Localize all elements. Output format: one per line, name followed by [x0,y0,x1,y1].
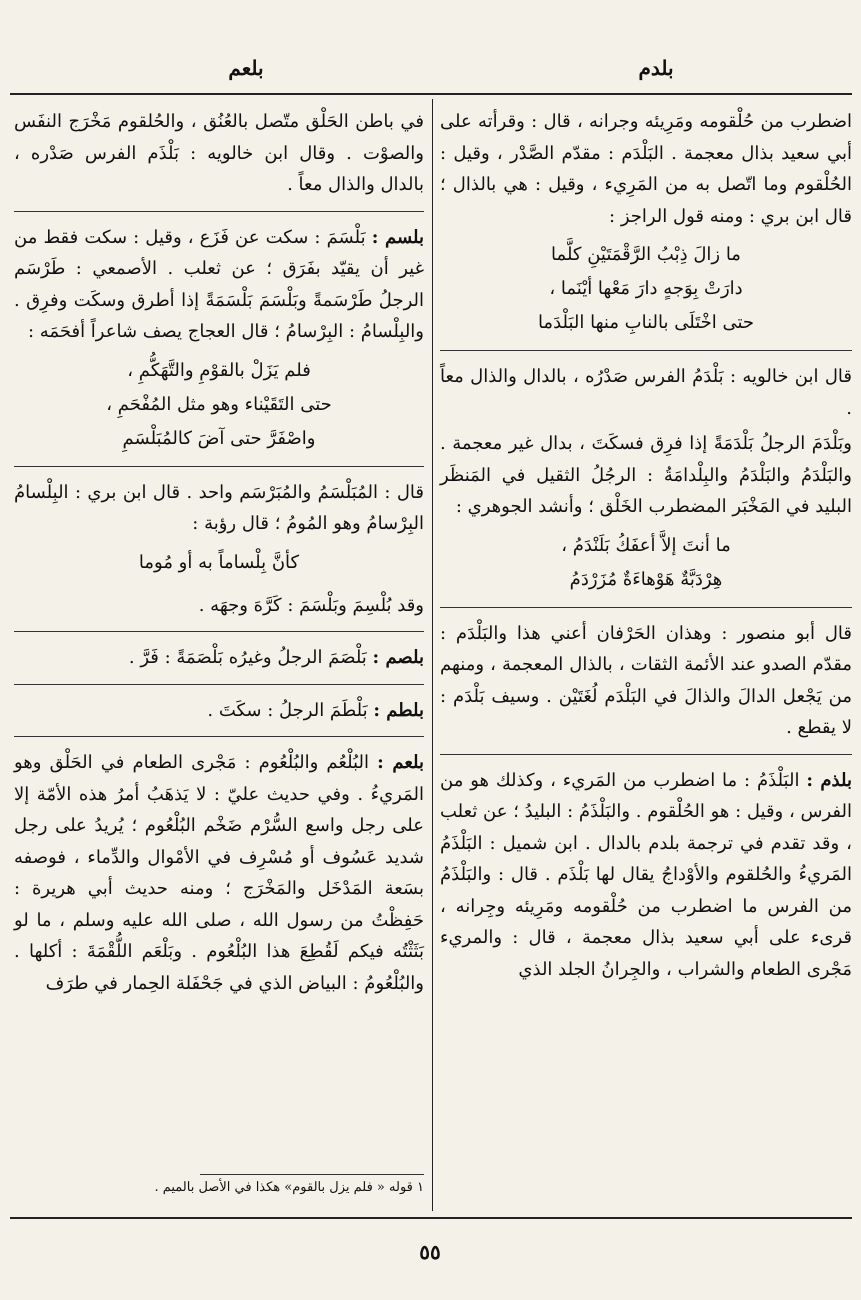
entry-balsam-verb [14,642,424,674]
footnote: ١ قوله « فلم يزل بالقوم» هكذا في الأصل بالميم . [154,1180,424,1195]
separator [14,211,424,212]
verse-line: حتى اخْتَلَى بالنابِ منها البَلْدَما [537,312,755,333]
verse-line: كأنَّ بِلْساماً به أو مُوما [138,551,300,573]
running-head-left: بلعم [228,56,264,80]
entry-text: اضطرب من حُلْقومه ومَرِيئه وجرانه ، قال : وقرأته على أبي سعيد بذال معجمة . البَلْدَم : مقدّم الصَّدْر ، وقيل : الحُلْقوم وما اتّصل به من المَرِيء ، وقيل : هي بالذال ؛ قال ابن بري : ومنه قول الراجز : [440,111,852,227]
verse-line: واصْفَرَّ حتى آضَ كالمُبَلْسَمِ [122,427,316,449]
separator [14,684,424,685]
entry-text: قال : المُبَلْسَمُ والمُبَرْسَم واحد . قال ابن بري : البِلْسامُ البِرْسامُ وهو المُومُ ؛ قال رؤبة : [14,481,424,534]
entry-text: البَلْذَمُ : ما اضطرب من المَريء ، وكذلك هو من الفرس ، وقيل : هو الحُلْقوم . والبَلْذَمُ : البليدُ ؛ عن ثعلب ، وقد تقدم في ترجمة بلدم بالدال . ابن شميل : البَلْذَمُ المَريءُ والحُلقوم والأوْداجُ يقال لها بَلْذَم . قال : والبَلْذَمُ من الفرس ما اضطرب من حُلْقومه ومَرِيئه وجِرانه ، قرىء على أبي سعيد بذال معجمة ، قال : والمريء مَجْرى الطعام والشراب ، والجِرانُ الجلد الذي [440,769,852,980]
verse-block [440,238,852,340]
entry-text: في باطن الحَلْق متّصل بالعُنُق ، والحُلقوم مَخْرَج النفَس والصوْت . وقال ابن خالويه : بَلْذَم الفرس صَدْره ، بالدال والذال معاً . [14,111,424,195]
entry-text: البُلْعُم والبُلْعُوم : مَجْرى الطعام في الحَلْق وهو المَريءُ . وفي حديث عليّ : لا يَذهَبُ أمرُ هذه الأمّة إلا على رجل واسع السُّرْم ضَخْم البُلْعُوم ؛ يُريدُ على رجل شديد عَسُوف أو مُسْرِف في الأمْوال والدِّماء ، فوصفه بسَعة المَدْخَل والمَخْرَج ؛ ومنه حديث أبي هريرة : حَفِظْتُ من رسول الله ، صلى الله عليه وسلم ، ما لو بَثَثْتُه فيكم لَقُطِعَ هذا البُلْعُوم . وبَلْعَم اللُّقْمَةَ : أكلها . والبُلْعُومُ : البياض الذي في جَحْفَلة الحِمار في طرَف [14,752,424,994]
separator [14,631,424,632]
separator [14,466,424,467]
entry-text: وقد بُلْسِمَ وبَلْسَمَ : كَرَّهَ وجهَه . [198,594,424,616]
top-rule [10,93,852,95]
entry-baltam [14,695,424,727]
right-column [440,106,852,989]
verse-block [14,354,424,456]
entry-text: بَلْصَمَ الرجلُ وغيرُه بَلْصَمَةً : فَرَّ . [128,647,367,668]
entry-text: بَلْطَمَ الرجلُ : سكَتَ . [207,699,368,721]
headword: بلسم : [371,226,424,248]
verse-line: دارَتْ بِوَجهٍ دارَ مَعْها أيْنَما ، [549,278,743,299]
entry-text: قال أبو منصور : وهذان الحَرْفان أعني هذا والبَلْدَم : مقدّم الصدو عند الأئمة الثقات ، بالذال المعجمة ، ومنهم من يَجْعل الدالَ والذالَ في البَلْدَم لُغَتَيْن . وسيف بَلْدَم : لا يقطع . [440,622,852,738]
verse-block [14,546,424,580]
headword: بلطم : [373,699,424,721]
page-number: ٥٥ [419,1240,441,1264]
verse-line: ما زالَ ذِبْبُ الرَّقْمَتَيْنِ كلَّما [551,244,741,265]
verse-line: ما أنتَ إلاَّ أعفَكُ بَلَنْدَمُ ، [561,534,731,556]
separator [14,736,424,737]
column-divider [432,99,433,1211]
verse-block [440,529,852,597]
headword: بلذم : [806,769,852,791]
running-head-right: بلدم [638,56,674,80]
entry-text: بَلْسَمَ : سكت عن فَزَع ، وقيل : سكت فقط من غير أن يقيّد بفَرَق ؛ عن ثعلب . الأصمعي : طَرْسَم الرجلُ طَرْسَمةً وبَلْسَمَ بَلْسَمَةً إذا أطرق وسكَت وفرِق . والبِلْسامُ : البِرْسامُ ؛ قال العجاج يصف شاعراً أفحَمَه : [14,226,424,342]
entry-text: وبَلْدَمَ الرجلُ بَلْدَمَةً إذا فرِق فسكَتَ ، بدال غير معجمة . والبَلْدَمُ والبَلْدَمُ والبِلْدامَةُ : الرجُلُ الثقيل في المَنظَر البليد في المَخْبَر المضطرب الخَلْق ؛ وأنشد الجوهري : [440,433,852,517]
verse-line: هِرْدَبَّةٌ هَوْهاءَةٌ مُزَرْدَمُ [569,568,723,590]
verse-line: حتى التَقَيْناء وهو مثل المُفْحَمِ ، [106,393,332,415]
verse-line: فلم يَزَلْ بالقوْمِ والتَّهَكُّمِ ، [127,359,311,381]
entry-balthm [440,765,852,986]
left-column [14,106,424,1003]
entry-text: قال ابن خالويه : بَلْدَمُ الفرس صَدْرُه ، بالدال والذال معاً . [440,366,852,419]
entry-balsam [14,222,424,348]
footnote-rule [200,1174,424,1175]
headword: بلصم : [372,647,424,668]
separator [440,350,852,351]
headword: بلعم : [377,752,424,773]
entry-balam [14,747,424,999]
bottom-rule [10,1217,852,1219]
separator [440,607,852,608]
separator [440,754,852,755]
